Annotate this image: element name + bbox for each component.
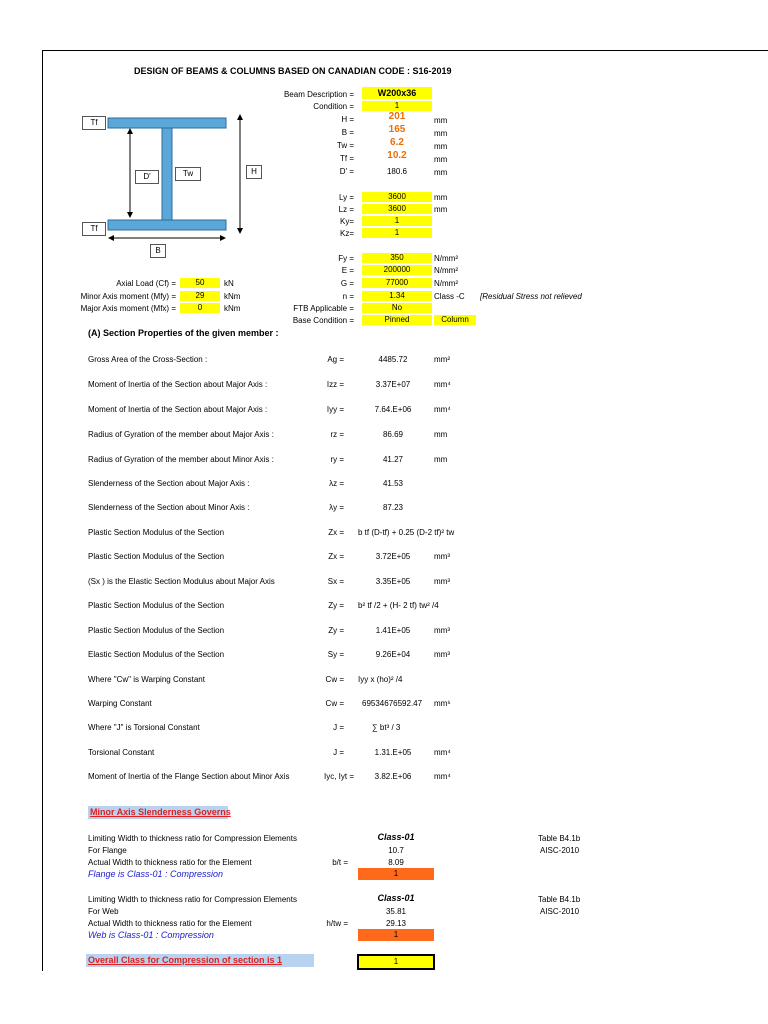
property-formula: b² tf /2 + (H- 2 tf) tw² /4 bbox=[358, 601, 439, 610]
overall-class-text: Overall Class for Compression of section is 1 bbox=[88, 955, 283, 965]
property-unit: mm⁴ bbox=[434, 405, 451, 414]
h-unit: mm bbox=[434, 116, 448, 125]
property-value: 3.35E+05 bbox=[375, 577, 411, 586]
property-symbol: Cw = bbox=[325, 675, 344, 684]
e-value[interactable]: 200000 bbox=[362, 265, 432, 275]
overall-class-banner bbox=[86, 954, 314, 967]
lz-value[interactable]: 3600 bbox=[362, 204, 432, 214]
beam-description-value[interactable]: W200x36 bbox=[362, 87, 432, 99]
property-unit: mm² bbox=[434, 355, 450, 364]
property-symbol: Iyy = bbox=[326, 405, 344, 414]
property-value: 3.37E+07 bbox=[375, 380, 411, 389]
tf-unit: mm bbox=[434, 155, 448, 164]
web-actual-label: Actual Width to thickness ratio for the Element bbox=[88, 919, 252, 928]
flange-class: Class-01 bbox=[377, 832, 415, 842]
governs-text: Minor Axis Slenderness Governs bbox=[90, 807, 231, 817]
property-desc: Elastic Section Modulus of the Section bbox=[88, 650, 225, 659]
flange-limit-value: 10.7 bbox=[388, 846, 404, 855]
overall-class-value: 1 bbox=[357, 954, 435, 970]
property-unit: mm³ bbox=[434, 552, 450, 561]
web bbox=[162, 128, 172, 220]
property-symbol: rz = bbox=[330, 430, 344, 439]
n-class: Class -C bbox=[434, 292, 465, 301]
property-formula: Iyy x (ho)² /4 bbox=[358, 675, 403, 684]
lz-label: Lz = bbox=[338, 205, 354, 214]
property-desc: Moment of Inertia of the Section about Major Axis : bbox=[88, 380, 268, 389]
property-unit: mm⁴ bbox=[434, 772, 451, 781]
property-desc: Plastic Section Modulus of the Section bbox=[88, 601, 225, 610]
flange-limit-label: Limiting Width to thickness ratio for Compression Elements bbox=[88, 834, 297, 843]
major-moment-value[interactable]: 0 bbox=[180, 303, 220, 313]
base-condition-value[interactable]: Pinned bbox=[362, 315, 432, 325]
tw-input-label: Tw = bbox=[336, 141, 354, 150]
web-limit-label: Limiting Width to thickness ratio for Compression Elements bbox=[88, 895, 297, 904]
g-value[interactable]: 77000 bbox=[362, 278, 432, 288]
condition-label: Condition = bbox=[313, 102, 354, 111]
flange-class-number: 1 bbox=[358, 868, 434, 880]
property-desc: Warping Constant bbox=[88, 699, 152, 708]
d-prime-value: 180.6 bbox=[386, 167, 408, 176]
governs-banner bbox=[88, 806, 231, 819]
bottom-flange bbox=[108, 220, 226, 230]
property-symbol: λz = bbox=[329, 479, 344, 488]
tw-label: Tw bbox=[175, 167, 201, 181]
minor-moment-value[interactable]: 29 bbox=[180, 291, 220, 301]
property-symbol: Sx = bbox=[327, 577, 344, 586]
property-unit: mm⁴ bbox=[434, 748, 451, 757]
property-value: 86.69 bbox=[382, 430, 404, 439]
fy-label: Fy = bbox=[338, 254, 354, 263]
property-symbol: ry = bbox=[330, 455, 344, 464]
property-symbol: Cw = bbox=[325, 699, 344, 708]
property-value: 9.26E+04 bbox=[375, 650, 411, 659]
kz-value[interactable]: 1 bbox=[362, 228, 432, 238]
b-input-label: B = bbox=[341, 128, 354, 137]
property-desc: Plastic Section Modulus of the Section bbox=[88, 552, 225, 561]
b-value: 165 bbox=[388, 124, 406, 135]
ly-value[interactable]: 3600 bbox=[362, 192, 432, 202]
tf-input-label: Tf = bbox=[339, 154, 354, 163]
fy-value[interactable]: 350 bbox=[362, 253, 432, 263]
ly-label: Ly = bbox=[338, 193, 354, 202]
property-symbol: Zy = bbox=[328, 626, 344, 635]
property-unit: mm³ bbox=[434, 577, 450, 586]
property-desc: (Sx ) is the Elastic Section Modulus about Major Axis bbox=[88, 577, 275, 586]
property-desc: Where "Cw" is Warping Constant bbox=[88, 675, 205, 684]
beam-description-label: Beam Description = bbox=[283, 90, 354, 99]
h-label: H bbox=[246, 165, 262, 179]
n-note: [Residual Stress not relieved bbox=[480, 292, 582, 301]
d-prime-label: D' bbox=[135, 170, 159, 184]
property-value: 69534676592.47 bbox=[362, 699, 423, 708]
h-input-label: H = bbox=[341, 115, 354, 124]
h-value: 201 bbox=[388, 111, 406, 122]
property-desc: Torsional Constant bbox=[88, 748, 155, 757]
property-symbol: Iyc, Iyt = bbox=[323, 772, 354, 781]
b-unit: mm bbox=[434, 129, 448, 138]
d-prime-input-label: D' = bbox=[339, 167, 354, 176]
property-value: 4485.72 bbox=[378, 355, 408, 364]
major-moment-unit: kNm bbox=[224, 304, 241, 313]
tw-value: 6.2 bbox=[390, 137, 404, 148]
page-title: DESIGN OF BEAMS & COLUMNS BASED ON CANADIAN CODE : S16-2019 bbox=[134, 66, 452, 76]
property-unit: mm bbox=[434, 455, 448, 464]
property-desc: Plastic Section Modulus of the Section bbox=[88, 528, 225, 537]
property-symbol: Ag = bbox=[327, 355, 344, 364]
property-value: 3.82.E+06 bbox=[374, 772, 412, 781]
web-table-ref: Table B4.1b bbox=[538, 895, 581, 904]
property-unit: mm bbox=[434, 430, 448, 439]
minor-moment-label: Minor Axis moment (Mfy) = bbox=[80, 292, 176, 301]
web-for-label: For Web bbox=[88, 907, 119, 916]
property-value: 1.41E+05 bbox=[375, 626, 411, 635]
b-label: B bbox=[150, 244, 166, 258]
d-prime-unit: mm bbox=[434, 168, 448, 177]
top-flange bbox=[108, 118, 226, 128]
property-value: 3.72E+05 bbox=[375, 552, 411, 561]
property-unit: mm⁴ bbox=[434, 380, 451, 389]
property-desc: Plastic Section Modulus of the Section bbox=[88, 626, 225, 635]
section-heading: (A) Section Properties of the given member : bbox=[88, 328, 279, 338]
property-desc: Slenderness of the Section about Minor Axis : bbox=[88, 503, 250, 512]
property-formula: ∑ bt³ / 3 bbox=[372, 723, 401, 732]
property-desc: Radius of Gyration of the member about Major Axis : bbox=[88, 430, 274, 439]
flange-code-ref: AISC-2010 bbox=[540, 846, 580, 855]
web-ratio-symbol: h/tw = bbox=[326, 919, 348, 928]
axial-load-value[interactable]: 50 bbox=[180, 278, 220, 288]
flange-actual-label: Actual Width to thickness ratio for the Element bbox=[88, 858, 252, 867]
major-moment-label: Major Axis moment (Mfx) = bbox=[80, 304, 176, 313]
fy-unit: N/mm² bbox=[434, 254, 458, 263]
web-class: Class-01 bbox=[377, 893, 415, 903]
web-code-ref: AISC-2010 bbox=[540, 907, 580, 916]
flange-ratio-symbol: b/t = bbox=[332, 858, 348, 867]
kz-label: Kz= bbox=[339, 229, 354, 238]
ftb-value[interactable]: No bbox=[362, 303, 432, 313]
property-symbol: Zx = bbox=[328, 528, 344, 537]
ly-unit: mm bbox=[434, 193, 448, 202]
flange-actual-value: 8.09 bbox=[388, 858, 404, 867]
ky-label: Ky= bbox=[339, 217, 354, 226]
property-desc: Moment of Inertia of the Flange Section about Minor Axis bbox=[88, 772, 290, 781]
flange-for-label: For Flange bbox=[88, 846, 127, 855]
property-value: 41.53 bbox=[382, 479, 404, 488]
property-desc: Where "J" is Torsional Constant bbox=[88, 723, 200, 732]
flange-result: Flange is Class-01 : Compression bbox=[88, 869, 224, 879]
lz-unit: mm bbox=[434, 205, 448, 214]
g-unit: N/mm² bbox=[434, 279, 458, 288]
axial-load-unit: kN bbox=[224, 279, 234, 288]
tw-unit: mm bbox=[434, 142, 448, 151]
web-class-number: 1 bbox=[358, 929, 434, 941]
property-value: 1.31.E+05 bbox=[374, 748, 412, 757]
tf-bottom-label: Tf bbox=[82, 222, 106, 236]
property-symbol: Izz = bbox=[326, 380, 344, 389]
property-desc: Moment of Inertia of the Section about Major Axis : bbox=[88, 405, 268, 414]
property-unit: mm⁶ bbox=[434, 699, 451, 708]
e-unit: N/mm² bbox=[434, 266, 458, 275]
property-value: 7.64.E+06 bbox=[374, 405, 412, 414]
property-desc: Radius of Gyration of the member about Minor Axis : bbox=[88, 455, 274, 464]
property-symbol: J = bbox=[333, 723, 344, 732]
tf-top-label: Tf bbox=[82, 116, 106, 130]
property-symbol: Zx = bbox=[328, 552, 344, 561]
member-type-value[interactable]: Column bbox=[434, 315, 476, 325]
ftb-label: FTB Applicable = bbox=[293, 304, 354, 313]
web-limit-value: 35.81 bbox=[385, 907, 407, 916]
tf-value: 10.2 bbox=[387, 150, 407, 161]
ky-value[interactable]: 1 bbox=[362, 216, 432, 226]
g-label: G = bbox=[340, 279, 354, 288]
flange-table-ref: Table B4.1b bbox=[538, 834, 581, 843]
axial-load-label: Axial Load (Cf) = bbox=[116, 279, 176, 288]
property-symbol: Zy = bbox=[328, 601, 344, 610]
property-value: 87.23 bbox=[382, 503, 404, 512]
property-symbol: J = bbox=[333, 748, 344, 757]
property-desc: Slenderness of the Section about Major Axis : bbox=[88, 479, 250, 488]
e-label: E = bbox=[341, 266, 354, 275]
base-condition-label: Base Condition = bbox=[292, 316, 354, 325]
web-result: Web is Class-01 : Compression bbox=[88, 930, 214, 940]
condition-value[interactable]: 1 bbox=[362, 101, 432, 111]
property-desc: Gross Area of the Cross-Section : bbox=[88, 355, 208, 364]
property-formula: b tf (D-tf) + 0.25 (D-2 tf)² tw bbox=[358, 528, 455, 537]
n-value[interactable]: 1.34 bbox=[362, 291, 432, 301]
property-unit: mm³ bbox=[434, 626, 450, 635]
property-value: 41.27 bbox=[382, 455, 404, 464]
minor-moment-unit: kNm bbox=[224, 292, 241, 301]
property-symbol: Sy = bbox=[327, 650, 344, 659]
property-symbol: λy = bbox=[329, 503, 344, 512]
property-unit: mm³ bbox=[434, 650, 450, 659]
web-actual-value: 29.13 bbox=[385, 919, 407, 928]
n-label: n = bbox=[342, 292, 354, 301]
